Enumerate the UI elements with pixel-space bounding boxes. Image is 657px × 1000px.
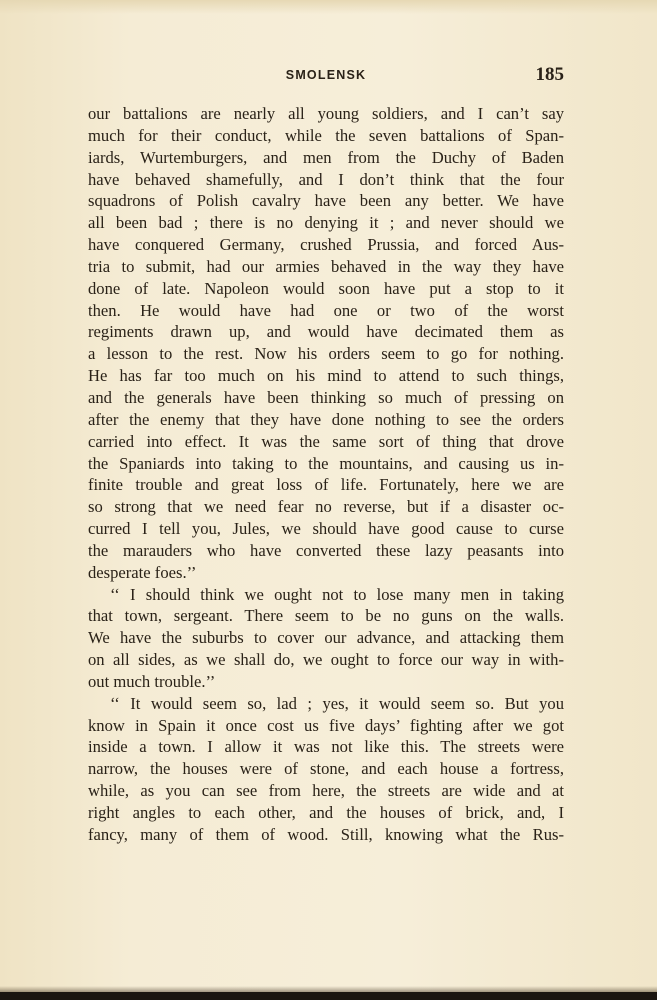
text-line: finite trouble and great loss of life. Fortunately, here we are: [88, 475, 564, 495]
text-line: the marauders who have converted these lazy peasants into: [88, 540, 564, 560]
text-line: inside a town. I allow it was not like this. The streets were: [88, 737, 564, 757]
text-line: and the generals have been thinking so much of pressing on: [88, 387, 564, 407]
text-line: ‘‘ I should think we ought not to lose many men in taking: [110, 584, 564, 604]
text-line: regiments drawn up, and would have decimated them as: [88, 322, 564, 342]
text-line: that town, sergeant. There seem to be no guns on the walls.: [88, 606, 564, 626]
page-header: [88, 64, 564, 88]
text-line: ‘‘ It would seem so, lad ; yes, it would seem so. But you: [110, 693, 564, 713]
text-line: We have the suburbs to cover our advance, and attacking them: [88, 628, 564, 648]
text-line: tria to submit, had our armies behaved in the way they have: [88, 256, 564, 276]
page-bottom-edge: [0, 992, 657, 1000]
text-line: desperate foes.’’: [88, 562, 197, 582]
text-line: out much trouble.’’: [88, 671, 216, 691]
text-line: then. He would have had one or two of the worst: [88, 300, 564, 320]
running-head: SMOLENSK: [285, 68, 367, 82]
page-top-edge: [0, 0, 657, 14]
text-line: narrow, the houses were of stone, and each house a fortress,: [88, 759, 564, 779]
body-text: [88, 103, 564, 846]
text-line: curred I tell you, Jules, we should have good cause to curse: [88, 519, 564, 539]
text-line: done of late. Napoleon would soon have put a stop to it: [88, 278, 564, 298]
text-line: have conquered Germany, crushed Prussia, and forced Aus-: [88, 235, 564, 255]
text-line: much for their conduct, while the seven battalions of Span-: [88, 125, 564, 145]
page-number: 185: [535, 64, 564, 85]
text-line: after the enemy that they have done nothing to see the orders: [88, 409, 564, 429]
text-line: iards, Wurtemburgers, and men from the Duchy of Baden: [88, 147, 564, 167]
text-line: right angles to each other, and the houses of brick, and, I: [88, 803, 564, 822]
text-line: all been bad ; there is no denying it ; and never should we: [88, 213, 564, 233]
text-line: He has far too much on his mind to attend to such things,: [88, 366, 564, 386]
text-line: while, as you can see from here, the streets are wide and at: [88, 781, 564, 801]
text-line: the Spaniards into taking to the mountains, and causing us in-: [88, 453, 564, 473]
text-line: squadrons of Polish cavalry have been any better. We have: [88, 191, 564, 211]
text-line: a lesson to the rest. Now his orders seem to go for nothing.: [88, 344, 564, 364]
text-line: our battalions are nearly all young soldiers, and I can’t say: [88, 104, 564, 123]
text-line: have behaved shamefully, and I don’t think that the four: [88, 169, 564, 189]
text-line: carried into effect. It was the same sort of thing that drove: [88, 431, 564, 451]
text-line: know in Spain it once cost us five days’ fighting after we got: [88, 715, 564, 735]
text-line: on all sides, as we shall do, we ought to force our way in with-: [88, 650, 564, 670]
text-line: so strong that we need fear no reverse, but if a disaster oc-: [88, 497, 564, 517]
text-line: fancy, many of them of wood. Still, knowing what the Rus-: [88, 824, 564, 844]
